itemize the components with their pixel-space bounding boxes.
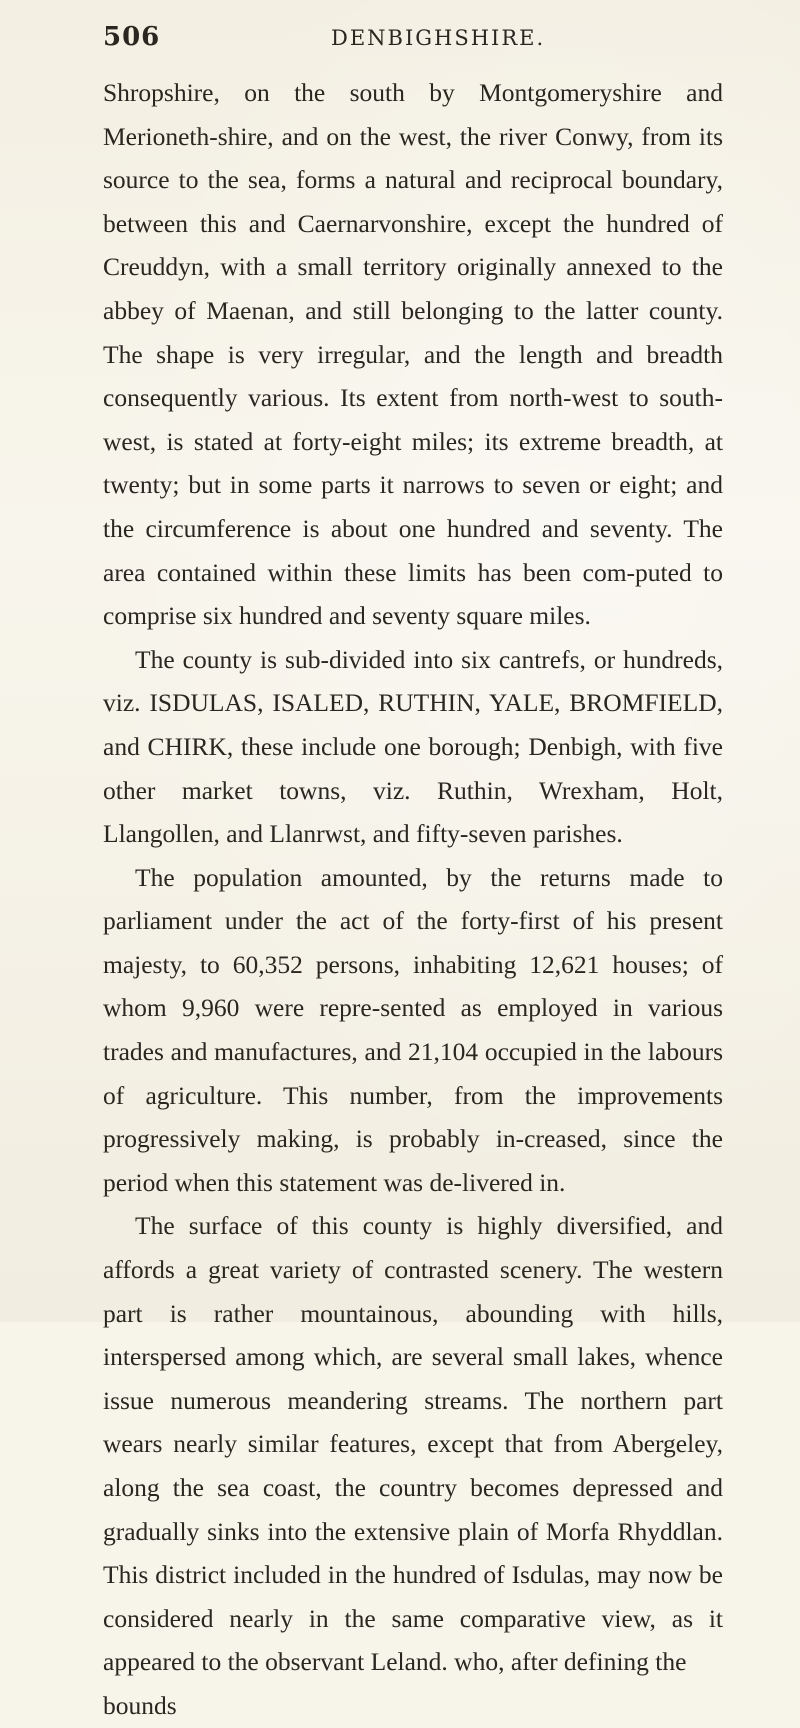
- catchword: bounds: [103, 1690, 177, 1720]
- paragraph-boundaries: Shropshire, on the south by Montgomeryshire and Merioneth-shire, and on the west, the river Conwy, from its source to the sea, forms a natural and reciprocal boundary, between this and Caernarvonshire, except the hundred of Creuddyn, with a small territory originally annexed to the abbey of Maenan, and still belonging to the latter county. The shape is very irregular, and the length and breadth consequently various. Its extent from north-west to south-west, is stated at forty-eight miles; its extreme breadth, at twenty; but in some parts it narrows to seven or eight; and the circumference is about one hundred and seventy. The area contained within these limits has been com-puted to comprise six hundred and seventy square miles.: [103, 78, 723, 631]
- paragraph-population: The population amounted, by the returns made to parliament under the act of the forty-first of his present majesty, to 60,352 persons, inhabiting 12,621 houses; of whom 9,960 were repre-sented as employed in various trades and manufactures, and 21,104 occupied in the labours of agriculture. This number, from the improvements progressively making, is probably in-creased, since the period when this statement was de-livered in.: [103, 862, 723, 1197]
- body-text: [103, 71, 723, 1728]
- page-header: [103, 22, 723, 58]
- paragraph-surface: The surface of this county is highly diversified, and affords a great variety of contrasted scenery. The western part is rather mountainous, abounding with hills, interspersed among which, are several small lakes, whence issue numerous meandering streams. The northern part wears nearly similar features, except that from Abergeley, along the sea coast, the country becomes depressed and gradually sinks into the extensive plain of Morfa Rhyddlan. This district included in the hundred of Isdulas, may now be considered nearly in the same comparative view, as it appeared to the observant Leland. who, after defining the: [103, 1211, 723, 1677]
- paragraph-hundreds: The county is sub-divided into six cantrefs, or hundreds, viz. ISDULAS, ISALED, RUTHIN, YALE, BROMFIELD, and CHIRK, these include one borough; Denbigh, with five other market towns, viz. Ruthin, Wrexham, Holt, Llangollen, and Llanrwst, and fifty-seven parishes.: [103, 644, 723, 849]
- page-number: 506: [103, 22, 161, 52]
- running-title: DENBIGHSHIRE.: [331, 26, 546, 50]
